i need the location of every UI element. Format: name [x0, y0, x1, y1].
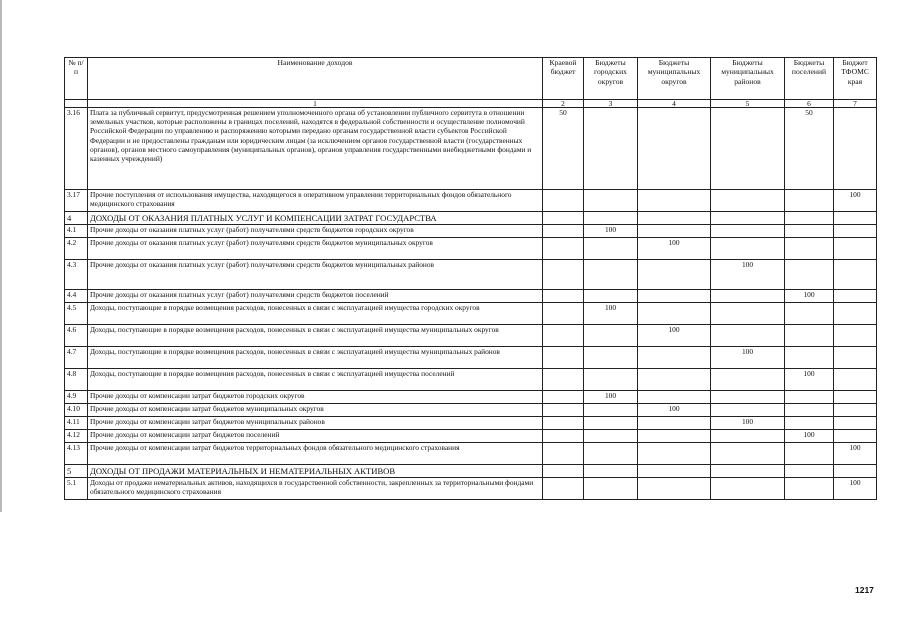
- column-number: 4: [638, 100, 711, 108]
- row-percent-value: [834, 290, 877, 303]
- row-percent-value: [543, 260, 584, 290]
- row-percent-value: [638, 303, 711, 325]
- row-percent-value: 100: [584, 303, 638, 325]
- table-row: [65, 260, 877, 290]
- row-percent-value: 100: [711, 417, 785, 430]
- row-percent-value: [638, 465, 711, 478]
- row-percent-value: [785, 260, 834, 290]
- row-percent-value: [711, 325, 785, 347]
- column-number: 2: [543, 100, 584, 108]
- header-settlement-budgets: Бюджеты поселений: [785, 58, 834, 100]
- table-row: [65, 369, 877, 391]
- table-row: [65, 225, 877, 238]
- row-percent-value: [543, 303, 584, 325]
- row-percent-value: [711, 369, 785, 391]
- row-revenue-name: Доходы, поступающие в порядке возмещения расходов, понесенных в связи с эксплуатацией имущества муниципальных округов: [88, 325, 543, 347]
- row-revenue-name: Прочие доходы от оказания платных услуг (работ) получателями средств бюджетов муниципальных районов: [88, 260, 543, 290]
- row-code: 4.10: [65, 404, 88, 417]
- row-percent-value: [834, 260, 877, 290]
- row-percent-value: [834, 404, 877, 417]
- row-percent-value: [785, 325, 834, 347]
- row-percent-value: [785, 443, 834, 465]
- table-row: [65, 478, 877, 500]
- row-percent-value: [543, 290, 584, 303]
- row-percent-value: [638, 290, 711, 303]
- column-number: [65, 100, 88, 108]
- row-percent-value: [711, 212, 785, 225]
- row-percent-value: [543, 190, 584, 212]
- table-row: [65, 238, 877, 260]
- row-percent-value: [543, 465, 584, 478]
- table-row: [65, 347, 877, 369]
- table-row: [65, 443, 877, 465]
- table-body: [65, 108, 877, 500]
- row-percent-value: [785, 404, 834, 417]
- row-percent-value: [711, 290, 785, 303]
- row-percent-value: [711, 238, 785, 260]
- row-percent-value: [785, 225, 834, 238]
- row-revenue-name: Прочие доходы от оказания платных услуг (работ) получателями средств бюджетов городских округов: [88, 225, 543, 238]
- table-row: [65, 212, 877, 225]
- row-percent-value: [785, 465, 834, 478]
- row-percent-value: [834, 391, 877, 404]
- row-revenue-name: ДОХОДЫ ОТ ПРОДАЖИ МАТЕРИАЛЬНЫХ И НЕМАТЕРИАЛЬНЫХ АКТИВОВ: [88, 465, 543, 478]
- row-percent-value: [711, 108, 785, 190]
- header-number: № п/п: [65, 58, 88, 100]
- row-percent-value: [543, 430, 584, 443]
- row-code: 5.1: [65, 478, 88, 500]
- row-percent-value: [543, 443, 584, 465]
- row-percent-value: 100: [711, 260, 785, 290]
- row-percent-value: [584, 108, 638, 190]
- row-percent-value: 50: [543, 108, 584, 190]
- row-percent-value: [711, 430, 785, 443]
- row-percent-value: 100: [638, 404, 711, 417]
- column-number: 6: [785, 100, 834, 108]
- row-percent-value: [834, 465, 877, 478]
- row-percent-value: [584, 212, 638, 225]
- row-percent-value: [584, 260, 638, 290]
- row-percent-value: [584, 369, 638, 391]
- row-percent-value: [834, 347, 877, 369]
- row-percent-value: [543, 478, 584, 500]
- row-revenue-name: Прочие поступления от использования имущества, находящегося в оперативном управлении территориальных фондов обязательного медицинского страхования: [88, 190, 543, 212]
- revenue-distribution-table: [64, 57, 877, 500]
- row-percent-value: [543, 404, 584, 417]
- row-percent-value: [584, 404, 638, 417]
- row-percent-value: 100: [834, 478, 877, 500]
- row-code: 3.16: [65, 108, 88, 190]
- row-percent-value: [543, 417, 584, 430]
- row-percent-value: 100: [584, 391, 638, 404]
- row-percent-value: [638, 478, 711, 500]
- row-percent-value: [711, 478, 785, 500]
- row-revenue-name: Прочие доходы от оказания платных услуг (работ) получателями средств бюджетов муниципальных округов: [88, 238, 543, 260]
- table-row: [65, 290, 877, 303]
- row-percent-value: [638, 417, 711, 430]
- row-percent-value: 100: [584, 225, 638, 238]
- row-code: 4.1: [65, 225, 88, 238]
- column-number: 5: [711, 100, 785, 108]
- row-percent-value: [711, 303, 785, 325]
- row-revenue-name: Доходы, поступающие в порядке возмещения расходов, понесенных в связи с эксплуатацией имущества поселений: [88, 369, 543, 391]
- row-percent-value: 100: [785, 290, 834, 303]
- row-percent-value: [543, 225, 584, 238]
- row-percent-value: [785, 303, 834, 325]
- row-percent-value: [711, 465, 785, 478]
- row-revenue-name: Плата за публичный сервитут, предусмотренная решением уполномоченного органа об установлении публичного сервитута в отношении земельных участков, которые расположены в границах поселений, находятся в федеральной собственности и осуществление полномочий Российской Федерации по управлению и распоряжению которыми передано органам государственной власти субъектов Российской Федерации и не предоставлены гражданам или юридическим лицам (за исключением органов государственной власти (государственных органов), органов местного самоуправления (муниципальных органов), органов управления государственными внебюджетными фондами и казенных учреждений): [88, 108, 543, 190]
- column-number: 3: [584, 100, 638, 108]
- row-percent-value: [638, 190, 711, 212]
- row-percent-value: [711, 225, 785, 238]
- row-percent-value: [785, 238, 834, 260]
- row-percent-value: [543, 347, 584, 369]
- row-percent-value: 100: [711, 347, 785, 369]
- row-percent-value: [711, 391, 785, 404]
- row-percent-value: 100: [785, 430, 834, 443]
- row-percent-value: [584, 325, 638, 347]
- row-percent-value: 100: [785, 369, 834, 391]
- header-municipal-district-budgets: Бюджеты муниципальных округов: [638, 58, 711, 100]
- row-code: 5: [65, 465, 88, 478]
- table-row: [65, 190, 877, 212]
- row-code: 4.6: [65, 325, 88, 347]
- row-percent-value: [638, 369, 711, 391]
- row-percent-value: [584, 290, 638, 303]
- row-percent-value: [638, 225, 711, 238]
- row-percent-value: [584, 238, 638, 260]
- row-code: 4.9: [65, 391, 88, 404]
- row-percent-value: [543, 369, 584, 391]
- table-row: [65, 325, 877, 347]
- row-percent-value: [834, 238, 877, 260]
- row-percent-value: [834, 212, 877, 225]
- row-percent-value: [834, 225, 877, 238]
- row-code: 4.11: [65, 417, 88, 430]
- row-code: 4.2: [65, 238, 88, 260]
- row-percent-value: [834, 325, 877, 347]
- row-percent-value: [584, 465, 638, 478]
- row-percent-value: [785, 478, 834, 500]
- row-percent-value: 100: [834, 190, 877, 212]
- row-percent-value: 50: [785, 108, 834, 190]
- row-percent-value: [638, 347, 711, 369]
- row-percent-value: [584, 430, 638, 443]
- row-revenue-name: Прочие доходы от оказания платных услуг (работ) получателями средств бюджетов поселений: [88, 290, 543, 303]
- row-percent-value: [785, 417, 834, 430]
- scan-edge-line: [0, 0, 2, 512]
- header-city-district-budgets: Бюджеты городских округов: [584, 58, 638, 100]
- row-revenue-name: Прочие доходы от компенсации затрат бюджетов муниципальных районов: [88, 417, 543, 430]
- table-row: [65, 404, 877, 417]
- table-row: [65, 417, 877, 430]
- row-code: 4: [65, 212, 88, 225]
- row-percent-value: [638, 443, 711, 465]
- row-percent-value: [584, 417, 638, 430]
- row-code: 4.7: [65, 347, 88, 369]
- row-percent-value: [638, 260, 711, 290]
- row-code: 4.5: [65, 303, 88, 325]
- row-percent-value: [834, 303, 877, 325]
- row-percent-value: 100: [638, 325, 711, 347]
- row-percent-value: [638, 108, 711, 190]
- page-number: 1217: [855, 585, 874, 595]
- row-revenue-name: Прочие доходы от компенсации затрат бюджетов муниципальных округов: [88, 404, 543, 417]
- row-percent-value: [711, 190, 785, 212]
- header-tfoms-budget: Бюджет ТФОМС края: [834, 58, 877, 100]
- row-code: 4.4: [65, 290, 88, 303]
- row-revenue-name: Прочие доходы от компенсации затрат бюджетов городских округов: [88, 391, 543, 404]
- row-percent-value: [638, 430, 711, 443]
- row-code: 3.17: [65, 190, 88, 212]
- row-percent-value: [785, 190, 834, 212]
- row-percent-value: 100: [638, 238, 711, 260]
- row-revenue-name: Прочие доходы от компенсации затрат бюджетов территориальных фондов обязательного медицинского страхования: [88, 443, 543, 465]
- row-percent-value: [834, 417, 877, 430]
- row-code: 4.8: [65, 369, 88, 391]
- row-percent-value: [584, 190, 638, 212]
- column-number: 7: [834, 100, 877, 108]
- row-percent-value: [785, 391, 834, 404]
- row-percent-value: [584, 443, 638, 465]
- row-percent-value: [584, 478, 638, 500]
- row-percent-value: [834, 108, 877, 190]
- table-row: [65, 391, 877, 404]
- row-revenue-name: ДОХОДЫ ОТ ОКАЗАНИЯ ПЛАТНЫХ УСЛУГ И КОМПЕНСАЦИИ ЗАТРАТ ГОСУДАРСТВА: [88, 212, 543, 225]
- row-revenue-name: Прочие доходы от компенсации затрат бюджетов поселений: [88, 430, 543, 443]
- row-percent-value: [785, 212, 834, 225]
- row-code: 4.13: [65, 443, 88, 465]
- row-revenue-name: Доходы от продажи нематериальных активов, находящихся в государственной собственности, закрепленных за территориальными фондами обязательного медицинского страхования: [88, 478, 543, 500]
- table-row: [65, 108, 877, 190]
- row-percent-value: [543, 238, 584, 260]
- row-percent-value: [834, 369, 877, 391]
- row-revenue-name: Доходы, поступающие в порядке возмещения расходов, понесенных в связи с эксплуатацией имущества муниципальных районов: [88, 347, 543, 369]
- header-municipal-area-budgets: Бюджеты муниципальных районов: [711, 58, 785, 100]
- table-row: [65, 430, 877, 443]
- table-row: [65, 465, 877, 478]
- row-percent-value: [543, 325, 584, 347]
- row-percent-value: [543, 391, 584, 404]
- table-row: [65, 303, 877, 325]
- header-regional-budget: Краевой бюджет: [543, 58, 584, 100]
- row-percent-value: [638, 391, 711, 404]
- row-code: 4.12: [65, 430, 88, 443]
- row-code: 4.3: [65, 260, 88, 290]
- row-percent-value: [584, 347, 638, 369]
- row-percent-value: [711, 404, 785, 417]
- row-revenue-name: Доходы, поступающие в порядке возмещения расходов, понесенных в связи с эксплуатацией имущества городских округов: [88, 303, 543, 325]
- row-percent-value: [711, 443, 785, 465]
- row-percent-value: [785, 347, 834, 369]
- row-percent-value: [638, 212, 711, 225]
- row-percent-value: 100: [834, 443, 877, 465]
- row-percent-value: [543, 212, 584, 225]
- header-revenue-name: Наименование доходов: [88, 58, 543, 100]
- row-percent-value: [834, 430, 877, 443]
- column-number: 1: [88, 100, 543, 108]
